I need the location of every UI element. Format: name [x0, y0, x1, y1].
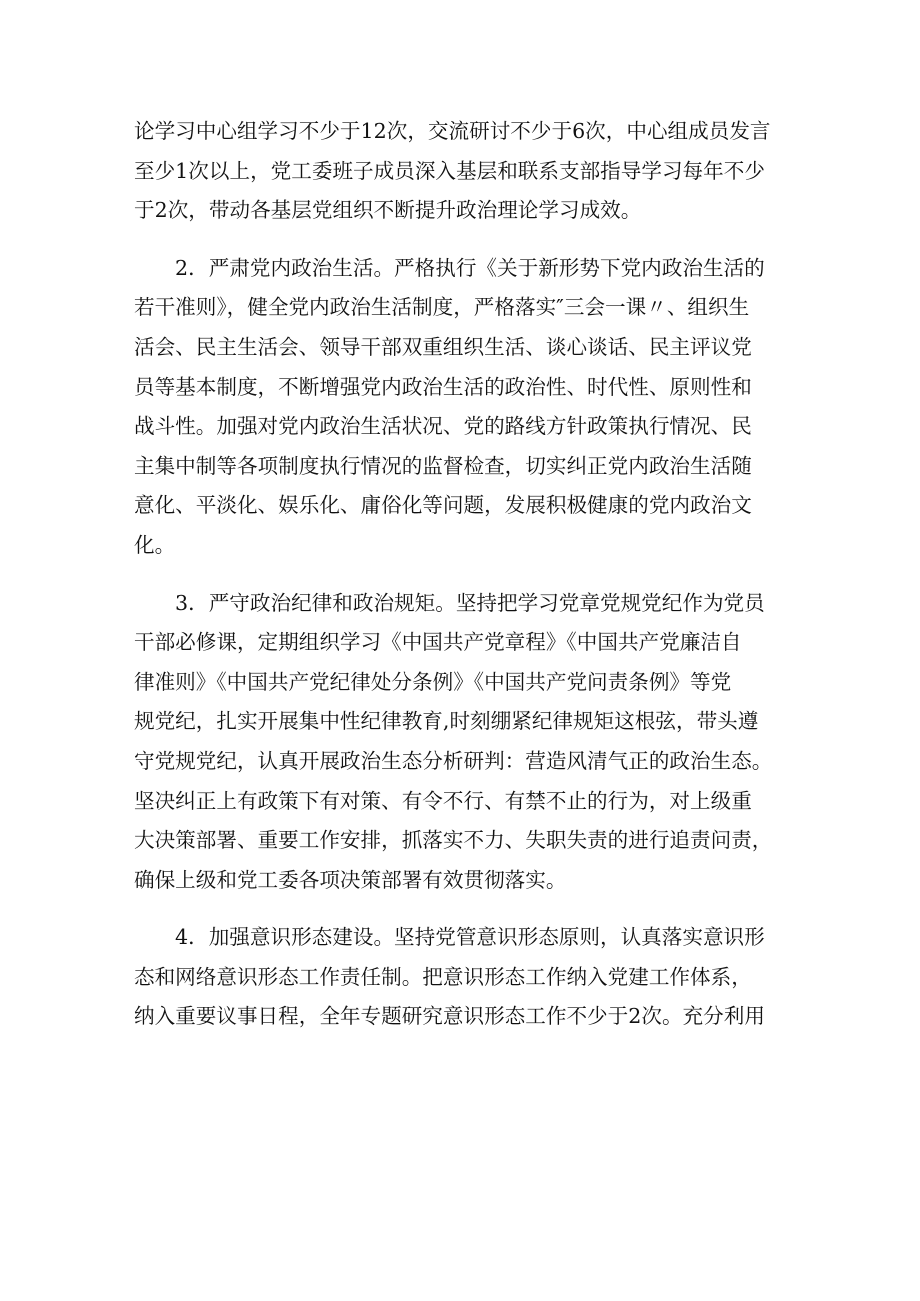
- text-line: 4．加强意识形态建设。坚持党管意识形态原则，认真落实意识形: [175, 925, 765, 950]
- text-line: 3．严守政治纪律和政治规矩。坚持把学习党章党规党纪作为党员: [175, 590, 765, 615]
- text-line: 至少1次以上，党工委班子成员深入基层和联系支部指导学习每年不少: [134, 158, 765, 183]
- text-line: 2．严肃党内政治生活。严格执行《关于新形势下党内政治生活的: [175, 255, 765, 280]
- text-line: 坚决纠正上有政策下有对策、有令不行、有禁不止的行为，对上级重: [134, 788, 752, 813]
- text-line: 大决策部署、重要工作安排，抓落实不力、失职失责的进行追责问责，: [134, 828, 773, 853]
- text-line: 纳入重要议事日程，全年专题研究意识形态工作不少于2次。充分利用: [134, 1004, 765, 1029]
- paragraph-continuation: [134, 112, 794, 231]
- text-line: 于2次，带动各基层党组织不断提升政治理论学习成效。: [134, 198, 642, 223]
- paragraph-gap: [134, 900, 794, 918]
- text-line: 论学习中心组学习不少于12次，交流研讨不少于6次，中心组成员发言: [134, 119, 771, 143]
- text-line: 员等基本制度，不断增强党内政治生活的政治性、时代性、原则性和: [134, 374, 752, 399]
- paragraph-2: [134, 249, 794, 566]
- paragraph-3: [134, 584, 794, 901]
- text-line: 干部必修课，定期组织学习《中国共产党章程》《中国共产党廉洁自: [134, 630, 742, 655]
- text-line: 态和网络意识形态工作责任制。把意识形态工作纳入党建工作体系，: [134, 964, 752, 989]
- text-line: 若干准则》，健全党内政治生活制度，严格落实″三会一课〃、组织生: [134, 295, 750, 320]
- text-line: 化。: [134, 532, 176, 557]
- paragraph-gap: [134, 566, 794, 584]
- paragraph-gap: [134, 231, 794, 249]
- text-line: 战斗性。加强对党内政治生活状况、党的路线方针政策执行情况、民: [134, 414, 752, 439]
- text-line: 主集中制等各项制度执行情况的监督检查，切实纠正党内政治生活随: [134, 453, 752, 478]
- text-line: 律准则》《中国共产党纪律处分条例》《中国共产党问责条例》等党: [134, 669, 732, 694]
- document-body: [134, 112, 794, 1037]
- text-line: 意化、平淡化、娱乐化、庸俗化等问题，发展积极健康的党内政治文: [134, 493, 752, 518]
- text-line: 活会、民主生活会、领导干部双重组织生活、谈心谈话、民主评议党: [134, 334, 752, 359]
- text-line: 守党规党纪，认真开展政治生态分析研判：营造风清气正的政治生态。: [134, 748, 773, 773]
- text-line: 规党纪，扎实开展集中性纪律教育,时刻绷紧纪律规矩这根弦，带头遵: [134, 709, 759, 734]
- paragraph-4: [134, 918, 794, 1037]
- text-line: 确保上级和党工委各项决策部署有效贯彻落实。: [134, 867, 567, 892]
